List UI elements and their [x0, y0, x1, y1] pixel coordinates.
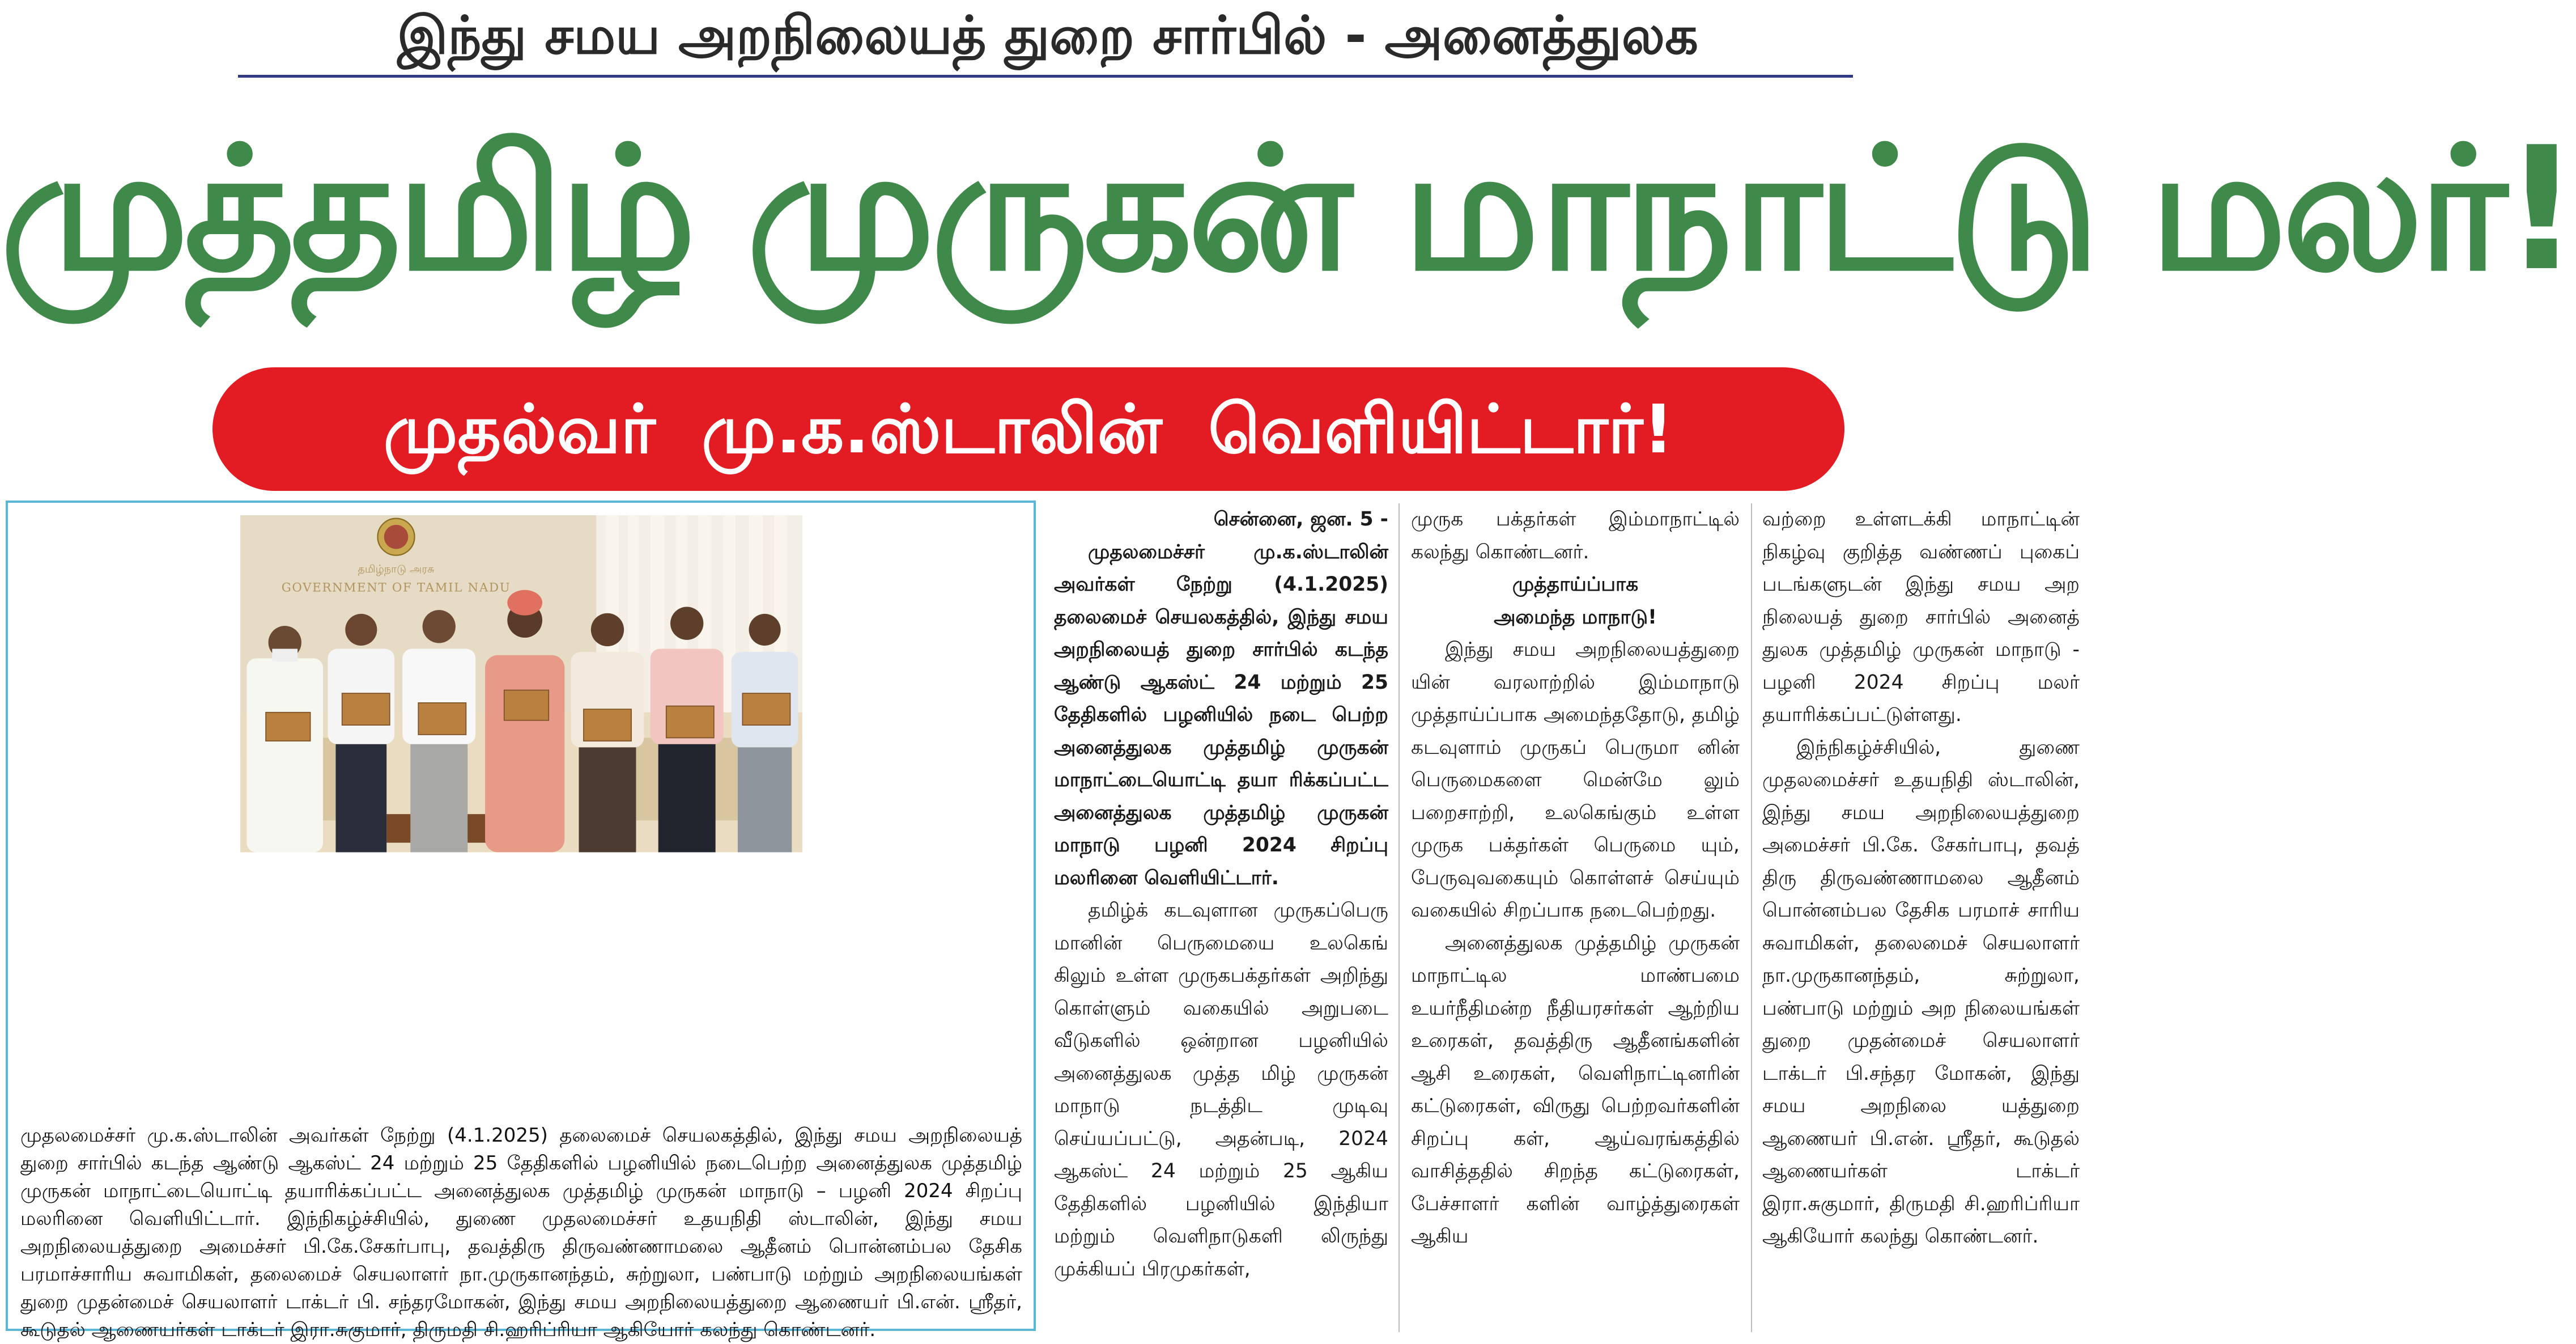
- article-paragraph: இந்து சமய அறநிலையத்துறை யின் வரலாற்றில் இம்மாநாடு முத்தாய்ப்பாக அமைந்ததோடு, தமிழ் கடவுளாம் முருகப் பெருமா னின் பெருமைகளை மென்மே லும் பறைசாற்றி, உலகெங்கும் உள்ள முருக பக்தர்கள் பெருமை யும், பேருவுவகையும் கொள்ளச் செய்யும் வகையில் சிறப்பாக நடைபெற்றது.: [1411, 638, 1740, 922]
- person-1: [246, 626, 323, 852]
- column-rule: [1751, 503, 1752, 1332]
- event-photo: [20, 515, 1022, 1116]
- kicker-rule: [238, 75, 1853, 78]
- article-column-3: [1762, 503, 2080, 1339]
- article-column-1: [1054, 503, 1388, 1339]
- article-paragraph: வற்றை உள்ளடக்கி மாநாட்டின் நிகழ்வு குறித்த வண்ணப் புகைப் படங்களுடன் இந்து சமய அற நிலையத் துறை சார்பில் அனைத் துலக முத்தமிழ் முருகன் மாநாடு - பழனி 2024 சிறப்பு மலர் தயாரிக்கப்பட்டுள்ளது.: [1762, 508, 2080, 726]
- article-lead: முதலமைச்சர் மு.க.ஸ்டாலின் அவர்கள் நேற்று (4.1.2025) தலைமைச் செயலகத்தில், இந்து சமய அறநிலையத் துறை சார்பில் கடந்த ஆண்டு ஆகஸ்ட் 24 மற்றும் 25 தேதிகளில் பழனியில் நடை பெற்ற அனைத்துலக முத்தமிழ் முருகன் மாநாட்டையொட்டி தயா ரிக்கப்பட்ட அனைத்துலக முத்தமிழ் முருகன் மாநாடு பழனி 2024 சிறப்பு மலரினை வெளியிட்டார்.: [1054, 540, 1388, 889]
- subhead: அமைந்த மாநாடு!: [1494, 605, 1657, 629]
- banner-text: முதல்வர் மு.க.ஸ்டாலின் வெளியிட்டார்!: [383, 390, 1674, 468]
- subhead: முத்தாய்ப்பாக: [1512, 573, 1639, 596]
- photo-box: [6, 501, 1036, 1341]
- article-paragraph: அனைத்துலக முத்தமிழ் முருகன் மாநாட்டில மாண்பமை உயர்நீதிமன்ற நீதியரசர்கள் ஆற்றிய உரைகள், தவத்திரு ஆதீனங்களின் ஆசி உரைகள், வெளிநாட்டினரின் கட்டுரைகள், விருது பெற்றவர்களின் சிறப்பு கள், ஆய்வரங்கத்தில் வாசித்ததில் சிறந்த கட்டுரைகள், பேச்சாளர் களின் வாழ்த்துரைகள் ஆகிய: [1411, 931, 1740, 1248]
- article-paragraph: இந்நிகழ்ச்சியில், துணை முதலமைச்சர் உதயநிதி ஸ்டாலின், இந்து சமய அறநிலையத்துறை அமைச்சர் பி.கே. சேகர்பாபு, தவத் திரு திருவண்ணாமலை ஆதீனம் பொன்னம்பல தேசிக பரமாச் சாரிய சுவாமிகள், தலைமைச் செயலாளர் நா.முருகானந்தம், சுற்றுலா, பண்பாடு மற்றும் அற நிலையங்கள் துறை முதன்மைச் செயலாளர் டாக்டர் பி.சந்தர மோகன், இந்து சமய அறநிலை யத்துறை ஆணையர் பி.என். ஸ்ரீதர், கூடுதல் ஆணையர்கள் டாக்டர் இரா.சுகுமார், திருமதி சி.ஹரிப்ரியா ஆகியோர் கலந்து கொண்டனர்.: [1762, 736, 2080, 1248]
- dateline: சென்னை, ஜன. 5 -: [1213, 508, 1388, 531]
- headline: முத்தமிழ் முருகன் மாநாட்டு மலர்!: [0, 111, 2576, 308]
- emblem-text: தமிழ்நாடு அரசு: [358, 562, 435, 575]
- column-rule: [1398, 503, 1400, 1332]
- article-paragraph: முருக பக்தர்கள் இம்மாநாட்டில் கலந்து கொண்டனர்.: [1411, 508, 1740, 563]
- article-paragraph: தமிழ்க் கடவுளான முருகப்பெரு மானின் பெருமையை உலகெங் கிலும் உள்ள முருகபக்தர்கள் அறிந்து கொள்ளும் வகையில் அறுபடை வீடுகளில் ஒன்றான பழனியில் அனைத்துலக முத்த மிழ் முருகன் மாநாடு நடத்திட முடிவு செய்யப்பட்டு, அதன்படி, 2024 ஆகஸ்ட் 24 மற்றும் 25 ஆகிய தேதிகளில் பழனியில் இந்தியா மற்றும் வெளிநாடுகளி லிருந்து முக்கியப் பிரமுகர்கள்,: [1054, 899, 1388, 1281]
- article-column-2: [1411, 503, 1740, 1339]
- kicker-heading: இந்து சமய அறநிலையத் துறை சார்பில் - அனைத்துலக: [397, 5, 1699, 66]
- wall-text: GOVERNMENT OF TAMIL NADU: [281, 580, 511, 595]
- red-banner: [212, 367, 1844, 491]
- photo-caption: முதலமைச்சர் மு.க.ஸ்டாலின் அவர்கள் நேற்று (4.1.2025) தலைமைச் செயலகத்தில், இந்து சமய அறநிலையத் துறை சார்பில் கடந்த ஆண்டு ஆகஸ்ட் 24 மற்றும் 25 தேதிகளில் பழனியில் நடைபெற்ற அனைத்துலக முத்தமிழ் முருகன் மாநாட்டையொட்டி தயாரிக்கப்பட்ட அனைத்துலக முத்தமிழ் முருகன் மாநாடு – பழனி 2024 சிறப்பு மலரினை வெளியிட்டார். இந்நிகழ்ச்சியில், துணை முதலமைச்சர் உதயநிதி ஸ்டாலின், இந்து சமய அறநிலையத்துறை அமைச்சர் பி.கே.சேகர்பாபு, தவத்திரு திருவண்ணாமலை ஆதீனம் பொன்னம்பல தேசிக பரமாச்சாரிய சுவாமிகள், தலைமைச் செயலாளர் நா.முருகானந்தம், சுற்றுலா, பண்பாடு மற்றும் அறநிலையங்கள் துறை முதன்மைச் செயலாளர் டாக்டர் பி. சந்தரமோகன், இந்து சமய அறநிலையத்துறை ஆணையர் பி.என். ஸ்ரீதர், கூடுதல் ஆணையர்கள் டாக்டர் இரா.சுகுமார், திருமதி சி.ஹரிப்ரியா ஆகியோர் கலந்து கொண்டனர்.: [20, 1124, 1022, 1341]
- person-2: [328, 614, 394, 853]
